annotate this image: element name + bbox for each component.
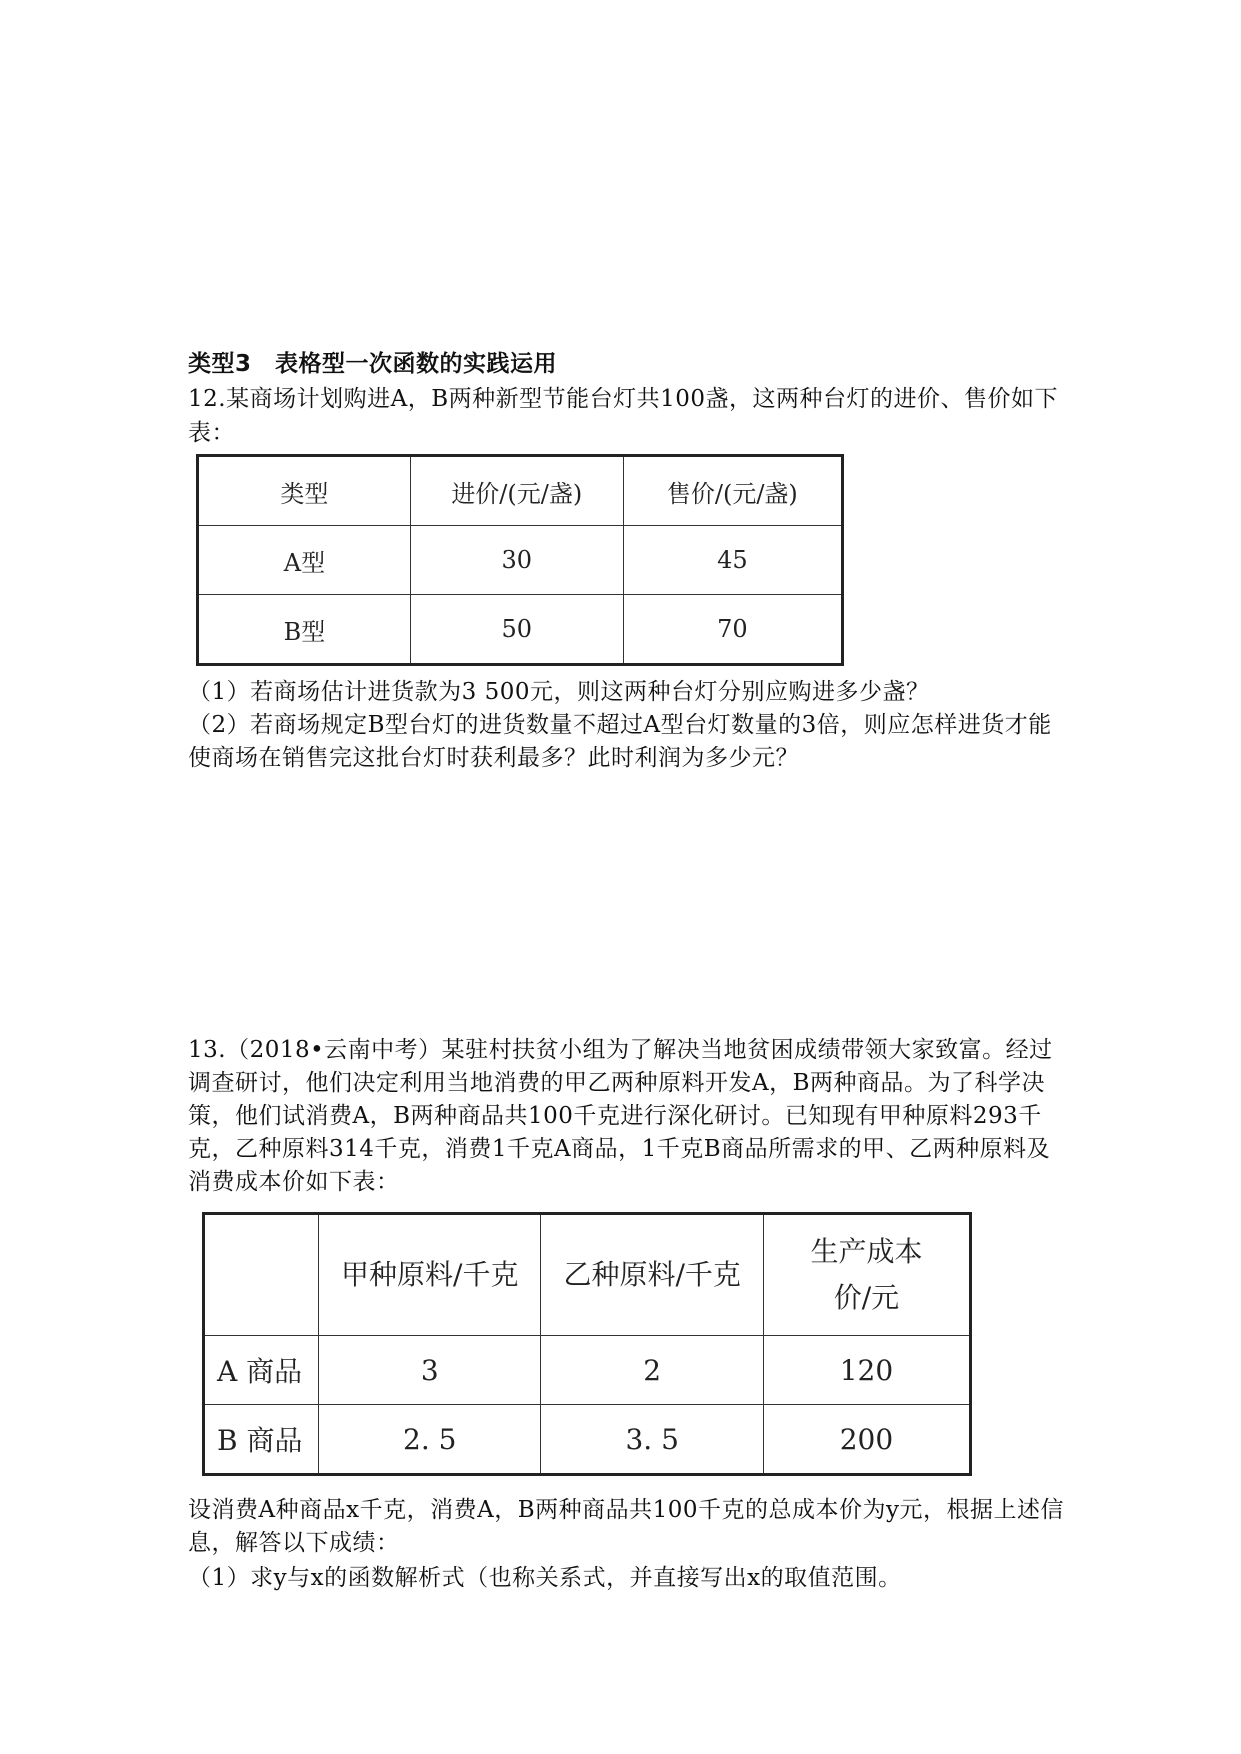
table-header-cell: 甲种原料/千克 (319, 1214, 541, 1336)
table-cell: 50 (410, 595, 623, 665)
table-cell: 30 (410, 526, 623, 595)
table-header-cell: 类型 (198, 456, 411, 526)
table-cell: 2. 5 (319, 1405, 541, 1475)
table-header-cell (204, 1214, 319, 1336)
section-heading: 类型3 表格型一次函数的实践运用 (188, 351, 558, 377)
table-cell: B 商品 (204, 1405, 319, 1475)
table-cell: 120 (763, 1336, 970, 1405)
table-header-row (198, 456, 843, 526)
table-cell: 70 (623, 595, 842, 665)
table-cell: A 商品 (204, 1336, 319, 1405)
table-cell: 3. 5 (541, 1405, 763, 1475)
q12-part1: （1）若商场估计进货款为3 500元，则这两种台灯分别应购进多少盏？ (188, 679, 930, 705)
table-cell: 3 (319, 1336, 541, 1405)
table-cell: B型 (198, 595, 411, 665)
q13-part1: （1）求y与x的函数解析式（也称关系式，并直接写出x的取值范围。 (188, 1565, 902, 1591)
table-cell: 45 (623, 526, 842, 595)
table-row (204, 1405, 971, 1475)
table-row (198, 595, 843, 665)
q13-followup: 设消费A种商品x千克，消费A，B两种商品共100千克的总成本价为y元，根据上述信息，解答以下成绩： (188, 1497, 1064, 1556)
table-header-cell: 售价/(元/盏) (623, 456, 842, 526)
table-cell: A型 (198, 526, 411, 595)
table-cell: 200 (763, 1405, 970, 1475)
table-row (204, 1336, 971, 1405)
table-header-cell: 生产成本价/元 (763, 1214, 970, 1336)
table-header-cell: 乙种原料/千克 (541, 1214, 763, 1336)
table-header-row (204, 1214, 971, 1336)
q12-part2: （2）若商场规定B型台灯的进货数量不超过A型台灯数量的3倍，则应怎样进货才能使商场在销售完这批台灯时获利最多？此时利润为多少元？ (188, 712, 1052, 771)
q12-stem: 12.某商场计划购进A，B两种新型节能台灯共100盏，这两种台灯的进价、售价如下表： (188, 386, 1058, 446)
q13-material-table (202, 1212, 972, 1476)
table-cell: 2 (541, 1336, 763, 1405)
table-row (198, 526, 843, 595)
q12-price-table (196, 454, 844, 666)
q13-stem: 13.（2018•云南中考）某驻村扶贫小组为了解决当地贫困成绩带领大家致富。经过调查研讨，他们决定利用当地消费的甲乙两种原料开发A，B两种商品。为了科学决策，他们试消费A，B两种商品共100千克进行深化研讨。已知现有甲种原料293千克，乙种原料314千克，消费1千克A商品，1千克B商品所需求的甲、乙两种原料及消费成本价如下表： (188, 1037, 1053, 1195)
table-header-cell: 进价/(元/盏) (410, 456, 623, 526)
